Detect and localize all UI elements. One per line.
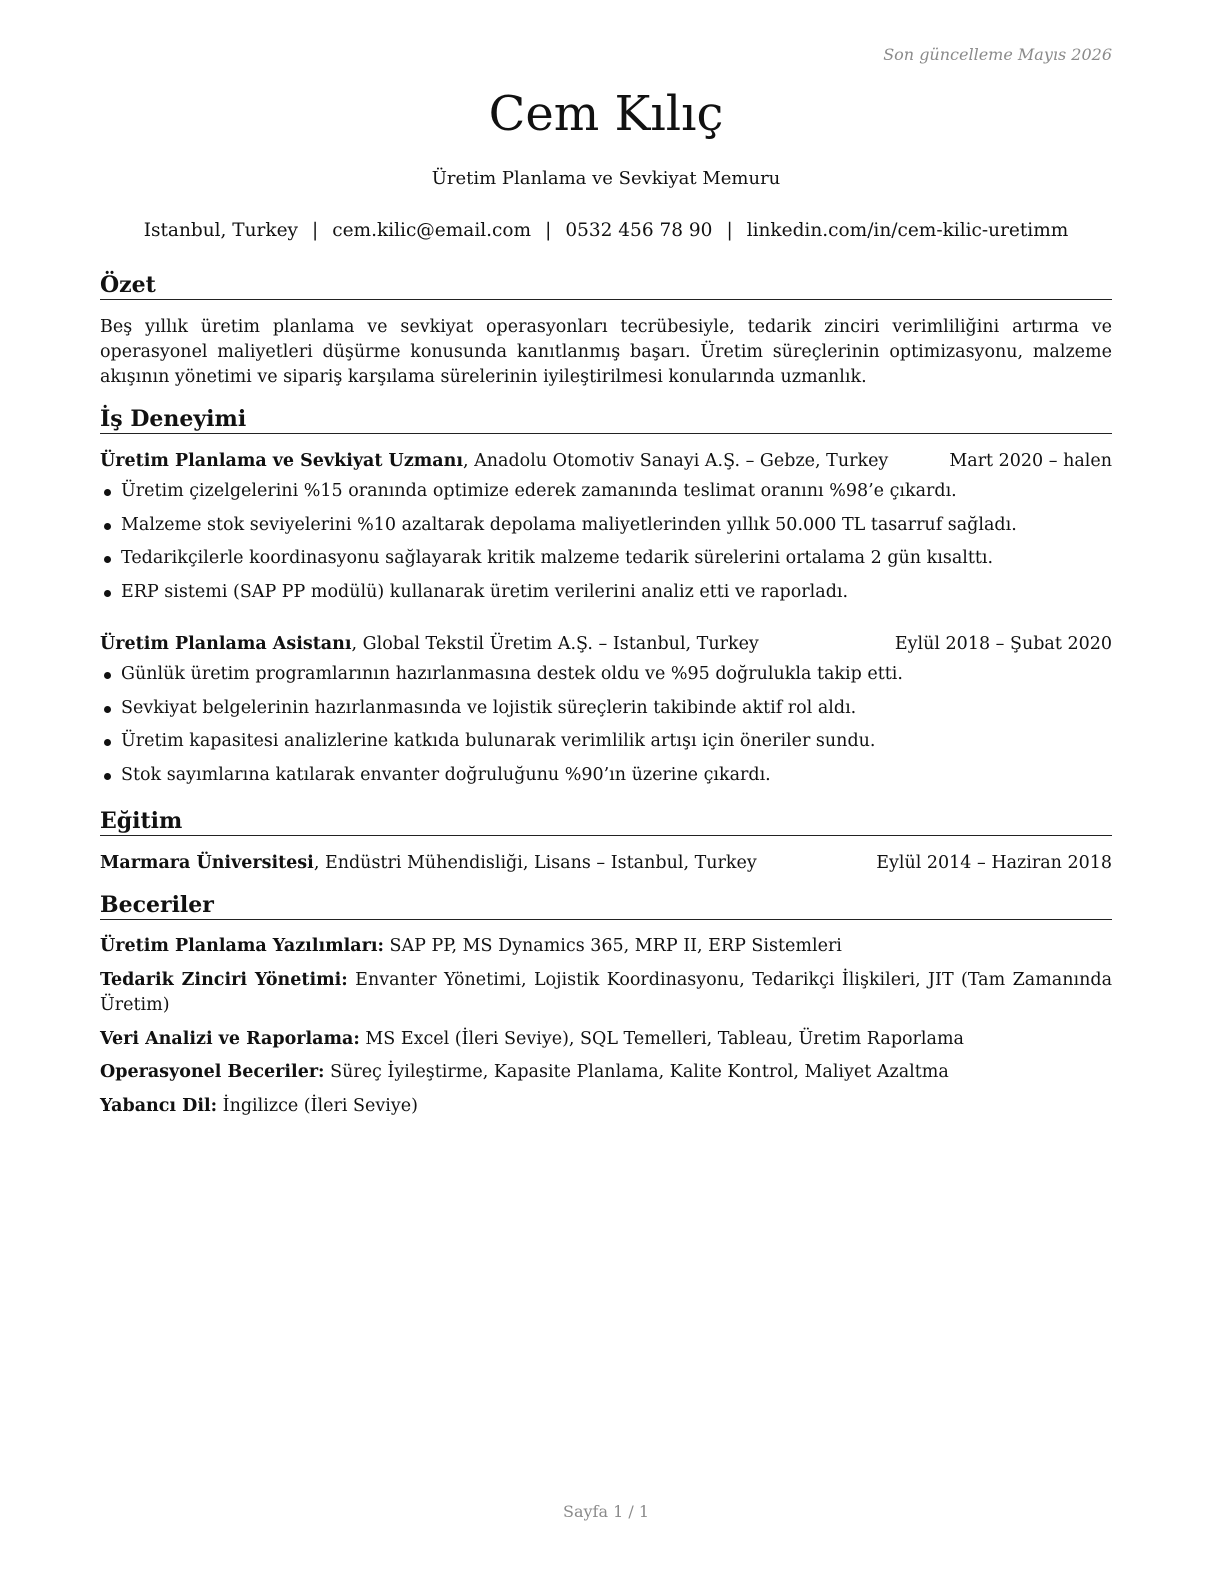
education-detail: , Endüstri Mühendisliği, Lisans – Istanbul, Turkey: [313, 853, 757, 873]
contact-line: [100, 220, 1112, 241]
skill-label: Operasyonel Beceriler:: [100, 1062, 325, 1082]
section-title-experience: İş Deneyimi: [100, 405, 1112, 434]
job-bullets: [100, 662, 1112, 796]
contact-location: Istanbul, Turkey: [143, 220, 299, 241]
list-item: Üretim çizelgelerini %15 oranında optimize ederek zamanında teslimat oranını %98’e çıkardı.: [100, 479, 1112, 513]
resume-page: [100, 0, 1112, 1584]
job-header: [100, 632, 1112, 656]
job-role-org: [100, 449, 888, 473]
job-title: Üretim Planlama ve Sevkiyat Memuru: [431, 168, 781, 189]
skill-row: [100, 1060, 1112, 1085]
section-title-skills: Beceriler: [100, 891, 1112, 920]
candidate-name: Cem Kılıç: [488, 86, 724, 142]
education-school-detail: [100, 851, 757, 875]
contact-linkedin[interactable]: linkedin.com/in/cem-kilic-uretimm: [746, 220, 1069, 241]
job-role: Üretim Planlama ve Sevkiyat Uzmanı: [100, 451, 463, 471]
education-dates: Eylül 2014 – Haziran 2018: [876, 853, 1112, 873]
job-bullets: [100, 479, 1112, 613]
list-item: Tedarikçilerle koordinasyonu sağlayarak kritik malzeme tedarik sürelerini ortalama 2 gün kısalttı.: [100, 546, 1112, 580]
skill-row: [100, 934, 1112, 959]
skill-value: Süreç İyileştirme, Kapasite Planlama, Kalite Kontrol, Maliyet Azaltma: [324, 1062, 949, 1082]
list-item: Üretim kapasitesi analizlerine katkıda bulunarak verimlilik artışı için öneriler sundu.: [100, 729, 1112, 763]
job-role-org: [100, 632, 759, 656]
contact-email[interactable]: cem.kilic@email.com: [332, 220, 532, 241]
list-item: Stok sayımlarına katılarak envanter doğruluğunu %90’ın üzerine çıkardı.: [100, 763, 1112, 797]
contact-phone: 0532 456 78 90: [565, 220, 713, 241]
job-header: [100, 449, 1112, 473]
job-org: , Anadolu Otomotiv Sanayi A.Ş. – Gebze, Turkey: [462, 451, 889, 471]
list-item: Günlük üretim programlarının hazırlanmasına destek oldu ve %95 doğrulukla takip etti.: [100, 662, 1112, 696]
job-dates: Eylül 2018 – Şubat 2020: [894, 634, 1112, 654]
job-role: Üretim Planlama Asistanı: [100, 634, 352, 654]
contact-separator: |: [312, 220, 319, 241]
summary-text: Beş yıllık üretim planlama ve sevkiyat operasyonları tecrübesiyle, tedarik zinciri verimliliğini artırma ve operasyonel maliyetleri düşürme konusunda kanıtlanmış başarı. Üretim süreçlerinin optimizasyonu, malzeme akışının yönetimi ve sipariş karşılama sürelerinin iyileştirilmesi konularında uzmanlık.: [100, 317, 1112, 387]
list-item: Sevkiyat belgelerinin hazırlanmasında ve lojistik süreçlerin takibinde aktif rol aldı.: [100, 696, 1112, 730]
skill-value: MS Excel (İleri Seviye), SQL Temelleri, Tableau, Üretim Raporlama: [359, 1029, 964, 1049]
contact-separator: |: [545, 220, 552, 241]
skill-label: Veri Analizi ve Raporlama:: [100, 1029, 360, 1049]
job-dates: Mart 2020 – halen: [949, 451, 1112, 471]
skill-label: Yabancı Dil:: [100, 1096, 218, 1116]
skill-row: [100, 1027, 1112, 1052]
skill-row: [100, 1094, 1112, 1119]
skill-row: [100, 968, 1112, 1018]
skill-label: Tedarik Zinciri Yönetimi:: [100, 970, 348, 990]
contact-separator: |: [726, 220, 733, 241]
skill-label: Üretim Planlama Yazılımları:: [100, 936, 384, 956]
section-title-education: Eğitim: [100, 807, 1112, 836]
list-item: Malzeme stok seviyelerini %10 azaltarak depolama maliyetlerinden yıllık 50.000 TL tasarruf sağladı.: [100, 513, 1112, 547]
education-school: Marmara Üniversitesi: [100, 853, 314, 873]
skill-value: Envanter Yönetimi, Lojistik Koordinasyonu, Tedarikçi İlişkileri, JIT (Tam Zamanında Üretim): [100, 970, 1113, 1015]
skill-value: SAP PP, MS Dynamics 365, MRP II, ERP Sistemleri: [383, 936, 842, 956]
page-number: Sayfa 1 / 1: [562, 1502, 649, 1521]
education-entry: [100, 851, 1112, 875]
job-org: , Global Tekstil Üretim A.Ş. – Istanbul, Turkey: [351, 634, 759, 654]
section-title-summary: Özet: [100, 271, 1112, 300]
skill-value: İngilizce (İleri Seviye): [217, 1096, 418, 1116]
list-item: ERP sistemi (SAP PP modülü) kullanarak üretim verilerini analiz etti ve raporladı.: [100, 580, 1112, 614]
last-updated: Son güncelleme Mayıs 2026: [883, 45, 1112, 64]
